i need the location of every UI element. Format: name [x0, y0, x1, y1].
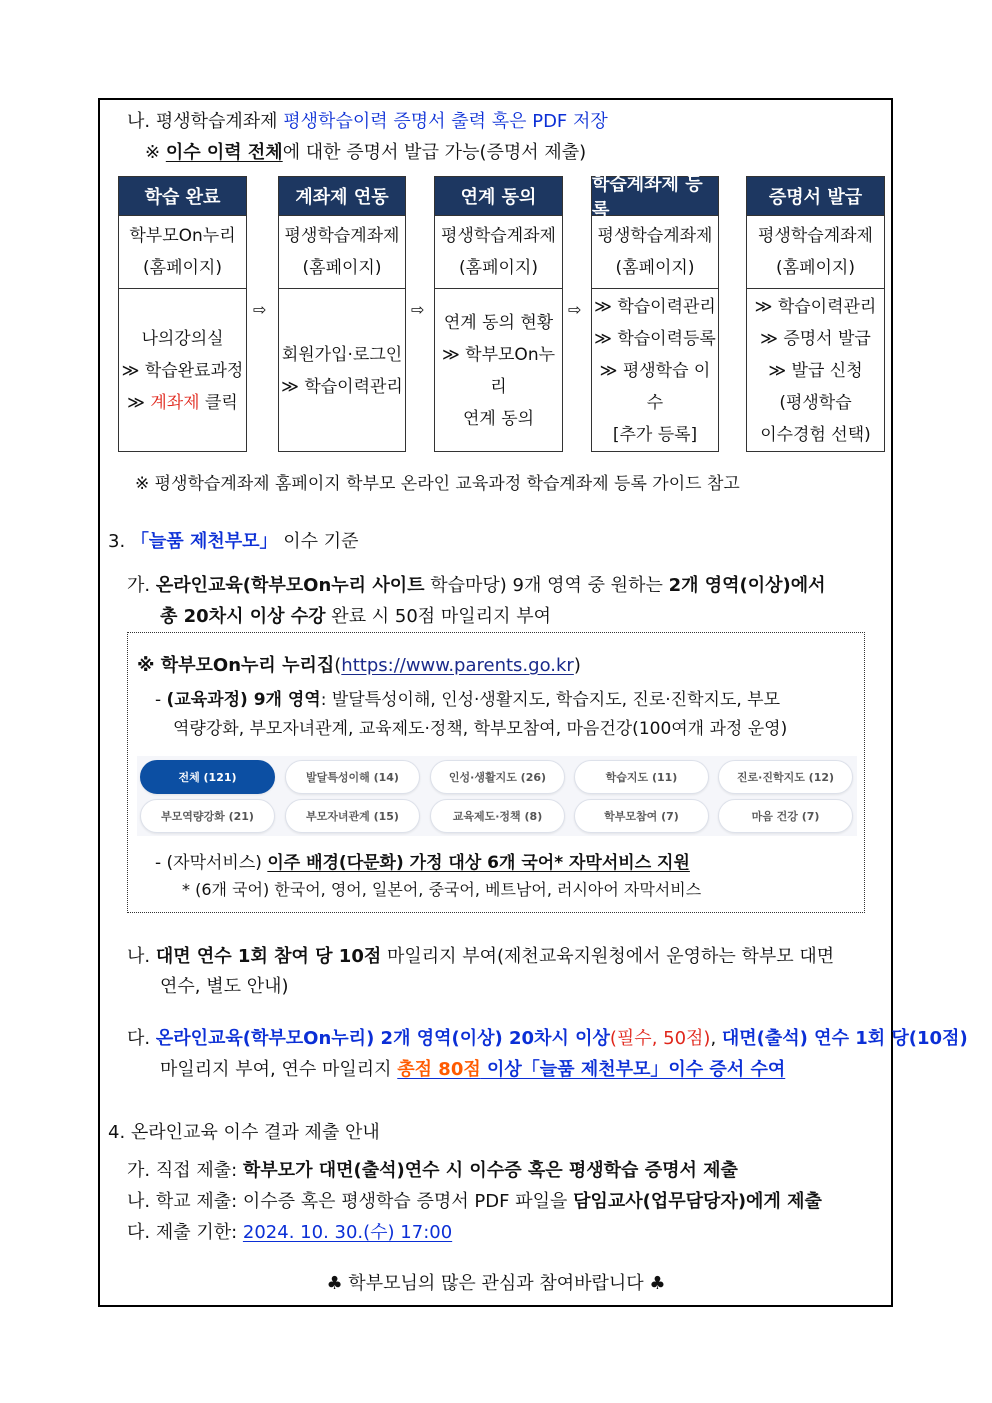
- certificate-note: [145, 138, 586, 164]
- flow-body-line: ≫ 학습이력관리: [281, 377, 403, 397]
- da-comma: ,: [710, 1028, 722, 1049]
- curriculum-prefix: -: [155, 690, 167, 710]
- flow-body-line: ≫ 학습이력등록: [594, 329, 716, 349]
- flow-body-line: 나의강의실: [141, 329, 224, 349]
- s4-na-bold: 담임교사(업무담당자)에게 제출: [573, 1191, 822, 1212]
- da-blue-1: 온라인교육(학부모On누리) 2개 영역(이상) 20차시 이상: [155, 1028, 610, 1049]
- s4-ga-prefix: 가. 직접 제출:: [127, 1160, 243, 1181]
- ga-prefix: 가.: [127, 575, 156, 596]
- flow-step-4: [591, 176, 719, 452]
- deadline-date: 2024. 10. 30.(수) 17:00: [242, 1222, 453, 1243]
- section-3-highlight: 「늘품 제천부모」: [130, 531, 278, 552]
- section-3-na-line1: [127, 942, 834, 968]
- category-pill-all[interactable]: 전체 (121): [140, 760, 275, 794]
- flow-step-2: [278, 176, 406, 452]
- parents-site-title: [137, 651, 581, 677]
- subtitle-service-line: [155, 848, 690, 873]
- flow-body-line: ≫ 학습이력관리: [754, 297, 877, 317]
- box-title-mark: ※: [137, 655, 161, 676]
- flow-step-head: 계좌제 연동: [279, 177, 405, 216]
- flow-step-body: [435, 289, 562, 453]
- da-red: (필수, 50점): [609, 1028, 711, 1049]
- flow-step-head: 증명서 발급: [747, 177, 884, 216]
- section-3-ga-line1: [127, 571, 826, 597]
- flow-body-red: 계좌제: [150, 393, 200, 413]
- s4-da-prefix: 다. 제출 기한:: [127, 1222, 243, 1243]
- category-pill[interactable]: 부모자녀관계 (15): [285, 799, 420, 833]
- flow-step-body: [279, 289, 405, 453]
- na-bold: 대면 연수 1회 참여 당 10점: [155, 946, 382, 967]
- flow-step-head: 학습 완료: [119, 177, 246, 216]
- ga-bold-1: 온라인교육(학부모On누리 사이트: [155, 575, 425, 596]
- section-3-num: 3.: [108, 531, 131, 552]
- flow-site-name: 평생학습계좌제: [284, 226, 400, 246]
- note-rest: 에 대한 증명서 발급 가능(증명서 제출): [282, 142, 587, 163]
- flow-site-name: 평생학습계좌제: [597, 226, 713, 246]
- da-blue-end: 이상「늘품 제천부모」이수 증서 수여: [480, 1059, 786, 1080]
- section-na-prefix: 나. 평생학습계좌제: [127, 111, 284, 132]
- section-3-title: [108, 527, 359, 553]
- flow-body-line: ≫ 학습완료과정: [121, 361, 244, 381]
- box-title-bold: 학부모On누리 누리집: [160, 655, 335, 676]
- flow-body-line: 연계 동의: [462, 409, 535, 429]
- flow-arrow: ⇨: [253, 300, 267, 319]
- flow-site-type: (홈페이지): [776, 258, 855, 278]
- flow-body-line: ≫ 증명서 발급: [760, 329, 871, 349]
- flow-site-type: (홈페이지): [615, 258, 695, 278]
- flow-body-line: (평생학습: [779, 393, 852, 413]
- category-pill[interactable]: 교육제도·정책 (8): [430, 799, 565, 833]
- subtitle-bold: 이주 배경(다문화) 가정 대상 6개 국어* 자막서비스 지원: [267, 853, 690, 873]
- parents-site-link[interactable]: https://www.parents.go.kr: [341, 655, 574, 676]
- flow-step-site: [119, 216, 246, 289]
- curriculum-line2: 역량강화, 부모자녀관계, 교육제도·정책, 학부모참여, 마음건강(100여개 과정 운영): [173, 719, 788, 739]
- section-4-title: 4. 온라인교육 이수 결과 제출 안내: [108, 1122, 380, 1143]
- flow-body-line: 연계 동의 현황: [443, 313, 554, 333]
- flow-body-line: ≫ 학부모On누리: [441, 345, 556, 397]
- flow-step-body: [747, 289, 884, 453]
- da-line2-prefix: 마일리지 부여, 연수 마일리지: [160, 1059, 398, 1080]
- flow-body-line: ≫ 발급 신청: [768, 361, 863, 381]
- flow-body-line: [127, 387, 238, 419]
- flow-body-line: [추가 등록]: [612, 425, 698, 445]
- flow-arrow: ⇨: [411, 300, 425, 319]
- flow-body-suffix: 클릭: [199, 393, 238, 413]
- category-pill[interactable]: 마음 건강 (7): [718, 799, 853, 833]
- flow-body-line: ≫ 학습이력관리: [594, 297, 716, 317]
- box-title-close: ): [573, 655, 581, 676]
- subtitle-languages-note: * (6개 국어) 한국어, 영어, 일본어, 중국어, 베트남어, 러시아어 자막서비스: [182, 880, 702, 899]
- flow-step-body: [119, 289, 246, 453]
- flow-body-line: 이수경험 선택): [760, 425, 871, 445]
- category-pill[interactable]: 학습지도 (11): [574, 760, 709, 794]
- s4-ga-bold: 학부모가 대면(출석)연수 시 이수증 혹은 평생학습 증명서 제출: [242, 1160, 738, 1181]
- flow-step-site: [279, 216, 405, 289]
- flow-site-name: 평생학습계좌제: [758, 226, 873, 246]
- category-pill[interactable]: 학부모참여 (7): [574, 799, 709, 833]
- flow-step-body: [592, 289, 718, 453]
- section-4-na: [127, 1187, 822, 1213]
- flow-step-1: [118, 176, 247, 452]
- flow-body-prefix: ≫: [127, 393, 151, 413]
- da-orange: 총점 80점: [397, 1059, 481, 1080]
- flow-site-name: 학부모On누리: [129, 226, 236, 246]
- category-pill[interactable]: 발달특성이해 (14): [285, 760, 420, 794]
- flow-site-type: (홈페이지): [143, 258, 222, 278]
- ga-line2-rest: 완료 시 50점 마일리지 부여: [325, 606, 551, 627]
- ga-line2-bold: 총 20차시 이상 수강: [160, 606, 326, 627]
- closing-message: ♣ 학부모님의 많은 관심과 참여바랍니다 ♣: [326, 1273, 666, 1294]
- flow-arrow: ⇨: [568, 300, 582, 319]
- flow-body-line: ≫ 평생학습 이수: [599, 361, 711, 413]
- curriculum-bold: (교육과정) 9개 영역: [166, 690, 321, 710]
- flow-step-head: 학습계좌제 등록: [592, 177, 718, 216]
- section-na-heading: [127, 107, 608, 133]
- na-rest: 마일리지 부여(제천교육지원청에서 운영하는 학부모 대면: [381, 946, 835, 967]
- da-prefix: 다.: [127, 1028, 156, 1049]
- flow-step-site: [435, 216, 562, 289]
- category-pill[interactable]: 부모역량강화 (21): [140, 799, 275, 833]
- box-title-open: (: [334, 655, 342, 676]
- section-na-highlight: 평생학습이력 증명서 출력 혹은 PDF 저장: [283, 111, 608, 132]
- guide-note: ※ 평생학습계좌제 홈페이지 학부모 온라인 교육과정 학습계좌제 등록 가이드 참고: [135, 474, 740, 494]
- note-bold: 이수 이력 전체: [165, 142, 283, 163]
- flow-site-name: 평생학습계좌제: [441, 226, 556, 246]
- flow-step-site: [747, 216, 884, 289]
- section-3-da-line1: [127, 1024, 968, 1050]
- flow-body-line: 회원가입·로그인: [281, 345, 403, 365]
- flow-step-head: 연계 동의: [435, 177, 562, 216]
- note-mark: ※: [145, 142, 166, 163]
- section-3-ga-line2: [160, 602, 551, 628]
- category-pill[interactable]: 진로·진학지도 (12): [718, 760, 853, 794]
- flow-step-3: [434, 176, 563, 452]
- section-4-ga: [127, 1156, 738, 1182]
- curriculum-rest: : 발달특성이해, 인성·생활지도, 학습지도, 진로·진학지도, 부모: [320, 690, 781, 710]
- flow-step-5: [746, 176, 885, 452]
- category-pill[interactable]: 인성·생활지도 (26): [430, 760, 565, 794]
- flow-step-site: [592, 216, 718, 289]
- subtitle-prefix: - (자막서비스): [155, 853, 268, 873]
- section-3-na-line2: 연수, 별도 안내): [160, 976, 289, 997]
- flow-site-type: (홈페이지): [459, 258, 538, 278]
- s4-na-prefix: 나. 학교 제출: 이수증 혹은 평생학습 증명서 PDF 파일을: [127, 1191, 574, 1212]
- curriculum-line1: [155, 685, 780, 710]
- ga-bold-2: 2개 영역(이상)에서: [668, 575, 826, 596]
- ga-mid: 학습마당) 9개 영역 중 원하는: [424, 575, 669, 596]
- da-blue-2: 대면(출석) 연수 1회 당(10점): [721, 1028, 968, 1049]
- section-3-rest: 이수 기준: [277, 531, 359, 552]
- section-3-da-line2: [160, 1055, 785, 1081]
- section-4-da: [127, 1218, 452, 1244]
- na-prefix: 나.: [127, 946, 156, 967]
- flow-site-type: (홈페이지): [302, 258, 382, 278]
